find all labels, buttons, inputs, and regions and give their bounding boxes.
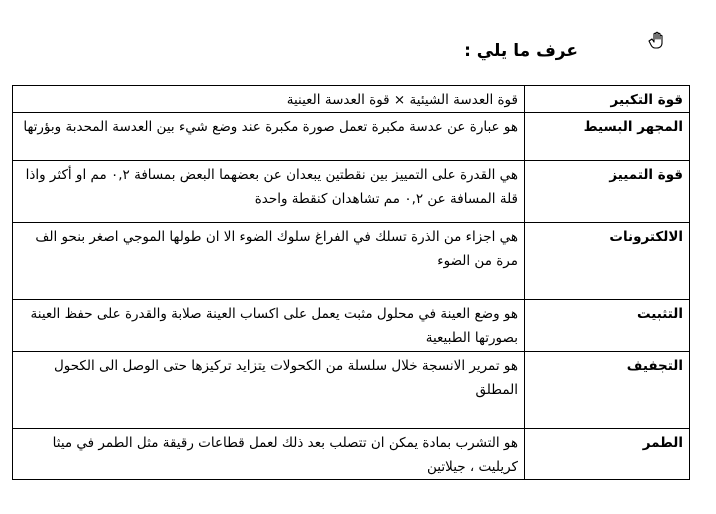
term-cell: قوة التمييز	[525, 161, 690, 223]
definition-cell: هو عبارة عن عدسة مكبرة تعمل صورة مكبرة عند وضع شيء بين العدسة المحدبة وبؤرتها	[13, 113, 525, 161]
table-row	[13, 113, 690, 161]
definition-cell: هو التشرب بمادة يمكن ان تتصلب بعد ذلك لعمل قطاعات رقيقة مثل الطمر في ميثا كريليت ، جيلاتين	[13, 429, 525, 480]
definition-cell: قوة العدسة الشيئية × قوة العدسة العينية	[13, 86, 525, 113]
table-row	[13, 86, 690, 113]
term-cell: قوة التكبير	[525, 86, 690, 113]
term-cell: المجهر البسيط	[525, 113, 690, 161]
table-row	[13, 223, 690, 300]
pointing-hand-icon	[646, 30, 666, 50]
table-row	[13, 161, 690, 223]
term-cell: التثبيت	[525, 300, 690, 352]
definition-cell: هو وضع العينة في محلول مثبت يعمل على اكساب العينة صلابة والقدرة على حفظ العينة بصورتها الطبيعية	[13, 300, 525, 352]
definition-cell: هي القدرة على التمييز بين نقطتين يبعدان عن بعضهما البعض بمسافة ٠,٢ مم او أكثر واذا قلة المسافة عن ٠,٢ مم تشاهدان كنقطة واحدة	[13, 161, 525, 223]
definitions-table	[12, 85, 690, 480]
table-row	[13, 429, 690, 480]
term-cell: التجفيف	[525, 352, 690, 429]
table-row	[13, 300, 690, 352]
term-cell: الطمر	[525, 429, 690, 480]
definition-cell: هو تمرير الانسجة خلال سلسلة من الكحولات يتزايد تركيزها حتى الوصل الى الكحول المطلق	[13, 352, 525, 429]
definition-cell: هي اجزاء من الذرة تسلك في الفراغ سلوك الضوء الا ان طولها الموجي اصغر بنحو الف مرة من الضوء	[13, 223, 525, 300]
page-heading: عرف ما يلي :	[464, 41, 578, 61]
term-cell: الالكترونات	[525, 223, 690, 300]
table-row	[13, 352, 690, 429]
